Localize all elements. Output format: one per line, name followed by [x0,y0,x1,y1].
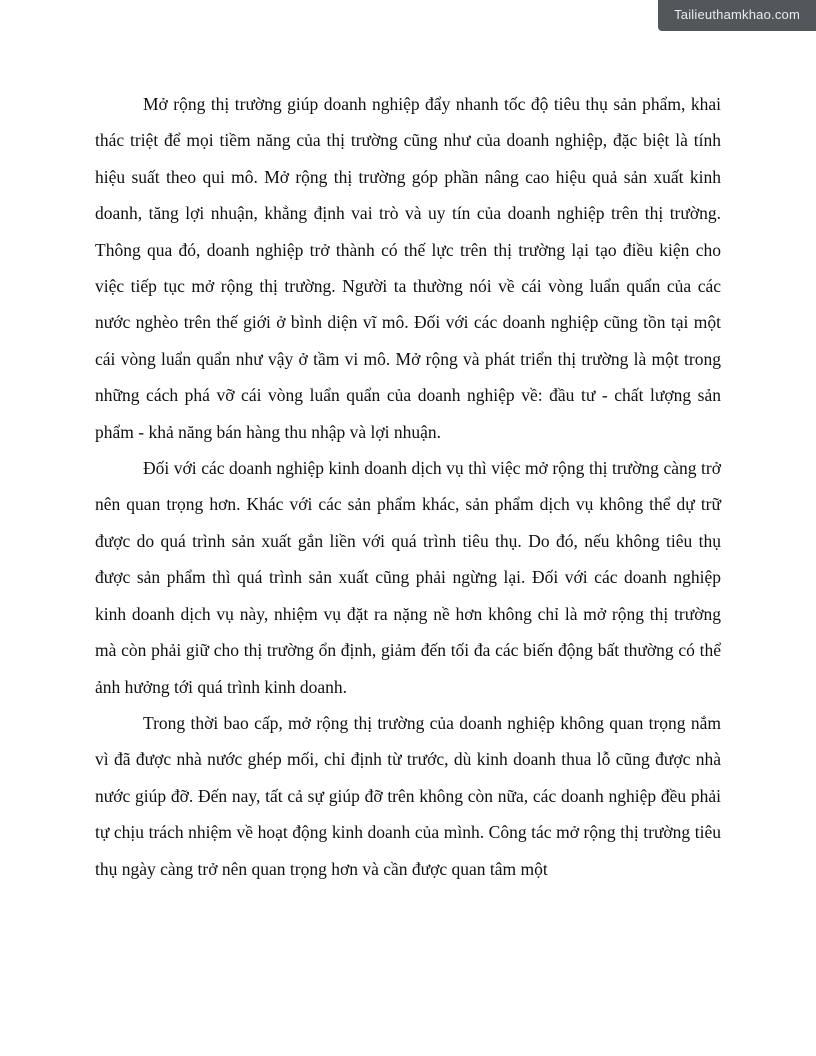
watermark-badge: Tailieuthamkhao.com [658,0,816,31]
paragraph-3: Trong thời bao cấp, mở rộng thị trường của doanh nghiệp không quan trọng nắm vì đã được nhà nước ghép mối, chỉ định từ trước, dù kinh doanh thua lỗ cũng được nhà nước giúp đỡ. Đến nay, tất cả sự giúp đỡ trên không còn nữa, các doanh nghiệp đều phải tự chịu trách nhiệm về hoạt động kinh doanh của mình. Công tác mở rộng thị trường tiêu thụ ngày càng trở nên quan trọng hơn và cần được quan tâm một [95,712,721,879]
paragraph-1: Mở rộng thị trường giúp doanh nghiệp đẩy nhanh tốc độ tiêu thụ sản phẩm, khai thác triệt để mọi tiềm năng của thị trường cũng như của doanh nghiệp, đặc biệt là tính hiệu suất theo qui mô. Mở rộng thị trường góp phần nâng cao hiệu quả sản xuất kinh doanh, tăng lợi nhuận, khẳng định vai trò và uy tín của doanh nghiệp trên thị trường. Thông qua đó, doanh nghiệp trở thành có thế lực trên thị trường lại tạo điều kiện cho việc tiếp tục mở rộng thị trường. Người ta thường nói về cái vòng luẩn quẩn của các nước nghèo trên thế giới ở bình diện vĩ mô. Đối với các doanh nghiệp cũng tồn tại một cái vòng luẩn quẩn như vậy ở tầm vi mô. Mở rộng và phát triển thị trường là một trong những cách phá vỡ cái vòng luẩn quẩn của doanh nghiệp về: đầu tư - chất lượng sản phẩm - khả năng bán hàng thu nhập và lợi nhuận. [95,94,721,442]
paragraph-2: Đối với các doanh nghiệp kinh doanh dịch vụ thì việc mở rộng thị trường càng trở nên quan trọng hơn. Khác với các sản phẩm khác, sản phẩm dịch vụ không thể dự trữ được do quá trình sản xuất gắn liền với quá trình tiêu thụ. Do đó, nếu không tiêu thụ được sản phẩm thì quá trình sản xuất cũng phải ngừng lại. Đối với các doanh nghiệp kinh doanh dịch vụ này, nhiệm vụ đặt ra nặng nề hơn không chỉ là mở rộng thị trường mà còn phải giữ cho thị trường ổn định, giảm đến tối đa các biến động bất thường có thể ảnh hưởng tới quá trình kinh doanh. [95,458,721,697]
document-content [95,86,721,887]
